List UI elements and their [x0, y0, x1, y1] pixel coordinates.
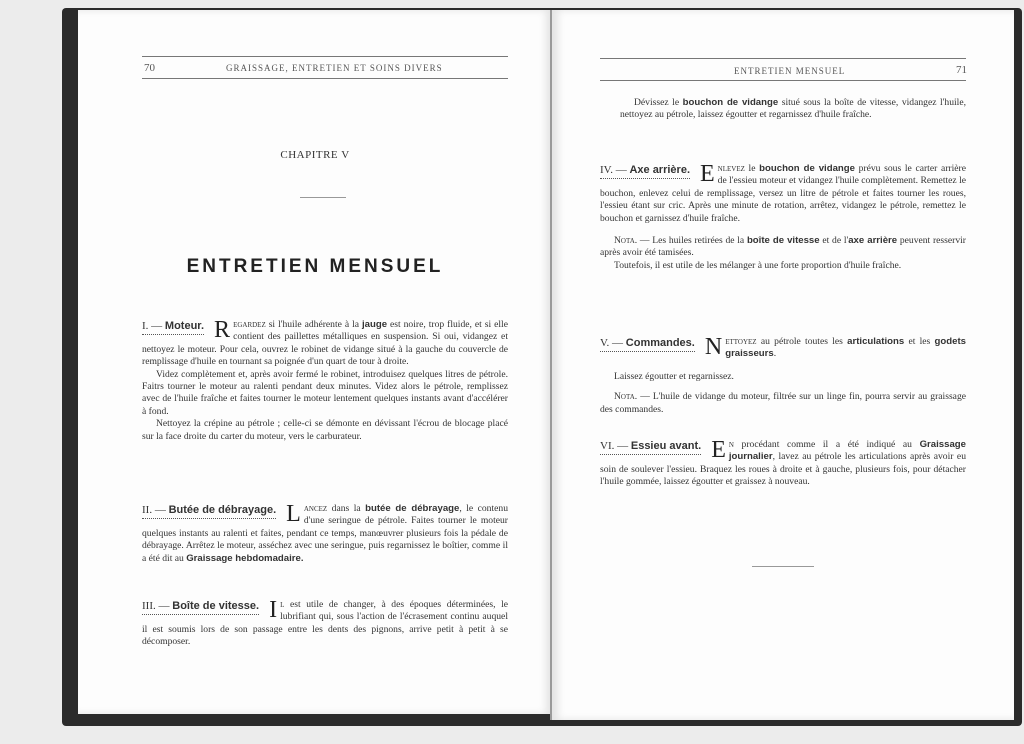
end-divider — [752, 566, 814, 567]
section-heading: IV. — Axe arrière. — [600, 163, 690, 179]
section-axe-arriere: IV. — Axe arrière. E nlevez le bouchon de vidange prévu sous le carter arrière de l'essieu moteur et vidangez l'huile complètement. Remettez le bouchon, enlevez celui de remplissage, versez un litre de pétrole et faites tourner les roues, l'essieu étant sur cric. Après une minute de rotation, arrêtez, vidangez le pétrole, remettez le bouchon et garnissez d'huile fraîche. Nota. — Les huiles retirées de la boîte de vitesse et de l'axe arrière peuvent resservir après avoir été tamisées. Toutefois, il est utile de les mélanger à une forte proportion d'huile fraîche. — [600, 161, 966, 271]
drop-cap: L — [286, 501, 301, 527]
paragraph: Laissez égoutter et regarnissez. — [614, 370, 734, 382]
left-page — [78, 10, 552, 714]
section-heading: V. — Commandes. — [600, 336, 695, 352]
paragraph: Nettoyez la crépine au pétrole ; celle-ci se démonte en dévissant l'écrou de blocage placé sur la face droite du carter du moteur, vers le carburateur. — [142, 418, 508, 442]
header-rule-bottom — [600, 80, 966, 81]
header-rule-top — [142, 56, 508, 57]
section-heading: III. — Boîte de vitesse. — [142, 599, 259, 615]
nota-paragraph: Nota. — L'huile de vidange du moteur, filtrée sur un linge fin, pourra servir au graissage des commandes. — [600, 391, 966, 415]
chapter-title: ENTRETIEN MENSUEL — [186, 256, 444, 277]
running-head: ENTRETIEN MENSUEL — [734, 66, 846, 76]
section-heading: II. — Butée de débrayage. — [142, 503, 276, 519]
drop-cap: N — [704, 334, 723, 360]
drop-cap: E — [711, 437, 726, 463]
page-number: 70 — [144, 62, 155, 74]
paragraph: Videz complètement et, après avoir fermé le robinet, introduisez quelques litres de pétrole. Faitrs tourner le moteur au ralenti pendant deux minutes. Videz alors le pétrole, remplissez avec de l'huile fraîche et faites tourner le moteur lentement quelques instants avant d'accélérer à fond. — [142, 368, 508, 417]
section-commandes: V. — Commandes. N ettoyez au pétrole toutes les articulations et les godets graisseurs. Laissez égoutter et regarnissez. Nota. — L'huile de vidange du moteur, filtrée sur un linge fin, pourra servir au graissage des commandes. — [600, 334, 966, 415]
paragraph: Toutefois, il est utile de les mélanger à une forte proportion d'huile fraîche. — [614, 259, 902, 271]
chapter-divider — [300, 197, 346, 198]
header-rule-top — [600, 58, 966, 59]
drop-cap: E — [700, 161, 715, 187]
nota-paragraph: Nota. — Les huiles retirées de la boîte de vitesse et de l'axe arrière peuvent resservir après avoir été tamisées. — [600, 235, 966, 259]
page-number: 71 — [956, 64, 967, 76]
section-heading: VI. — Essieu avant. — [600, 439, 701, 455]
chapter-label: CHAPITRE V — [280, 149, 350, 161]
section-moteur: I. — Moteur. R egardez si l'huile adhérente à la jauge est noire, trop fluide, et si elle contient des paillettes métalliques en suspension. Si oui, vidangez et nettoyez le moteur. Pour cela, ouvrez le robinet de vidange situé à la gauche du couvercle de remplissage d'huile en tournant sa poignée d'un quart de tour à droite. Videz complètement et, après avoir fermé le robinet, introduisez quelques litres de pétrole. Faitrs tourner le moteur au ralenti pendant deux minutes. Videz alors le pétrole, remplissez avec de l'huile fraîche et faites tourner le moteur lentement quelques instants avant d'accélérer à fond. Nettoyez la crépine au pétrole ; celle-ci se démonte en dévissant l'écrou de blocage placé sur la face droite du carter du moteur, vers le carburateur. — [142, 317, 508, 442]
section-boite-de-vitesse: III. — Boîte de vitesse. I l est utile de changer, à des époques déterminées, le lubrifiant qui, sous l'action de l'écrasement continu auquel il est soumis lors de son passage entre les dents des pignons, arrive petit à petit à se décomposer. — [142, 597, 508, 648]
section-heading: I. — Moteur. — [142, 319, 204, 335]
section-butee-de-debrayage: II. — Butée de débrayage. L ancez dans la butée de débrayage, le contenu d'une seringue de pétrole. Faites tourner le moteur quelques instants au ralenti et faites, pendant ce temps, manœuvrer plusieurs fois la pédale de débrayage. Arrêtez le moteur, asséchez avec une seringue, puis regarnissez le boîtier, comme il a été dit au Graissage hebdomadaire. — [142, 501, 508, 564]
header-rule-bottom — [142, 78, 508, 79]
section-essieu-avant: VI. — Essieu avant. E n procédant comme il a été indiqué au Graissage journalier, lavez au pétrole les articulations après avoir eu soin de soulever l'essieu. Braquez les roues à droite et à gauche, plusieurs fois, pour détacher l'huile gommée, laissez égoutter et graissez à nouveau. — [600, 437, 966, 488]
drop-cap: I — [269, 597, 278, 623]
running-head: GRAISSAGE, ENTRETIEN ET SOINS DIVERS — [226, 63, 443, 73]
right-page — [552, 10, 1014, 720]
drop-cap: R — [214, 317, 231, 343]
section-boite-de-vitesse-continued: Dévissez le bouchon de vidange situé sous la boîte de vitesse, vidangez l'huile, nettoyez au pétrole, laissez égoutter et regarnissez d'huile fraîche. — [620, 97, 966, 121]
